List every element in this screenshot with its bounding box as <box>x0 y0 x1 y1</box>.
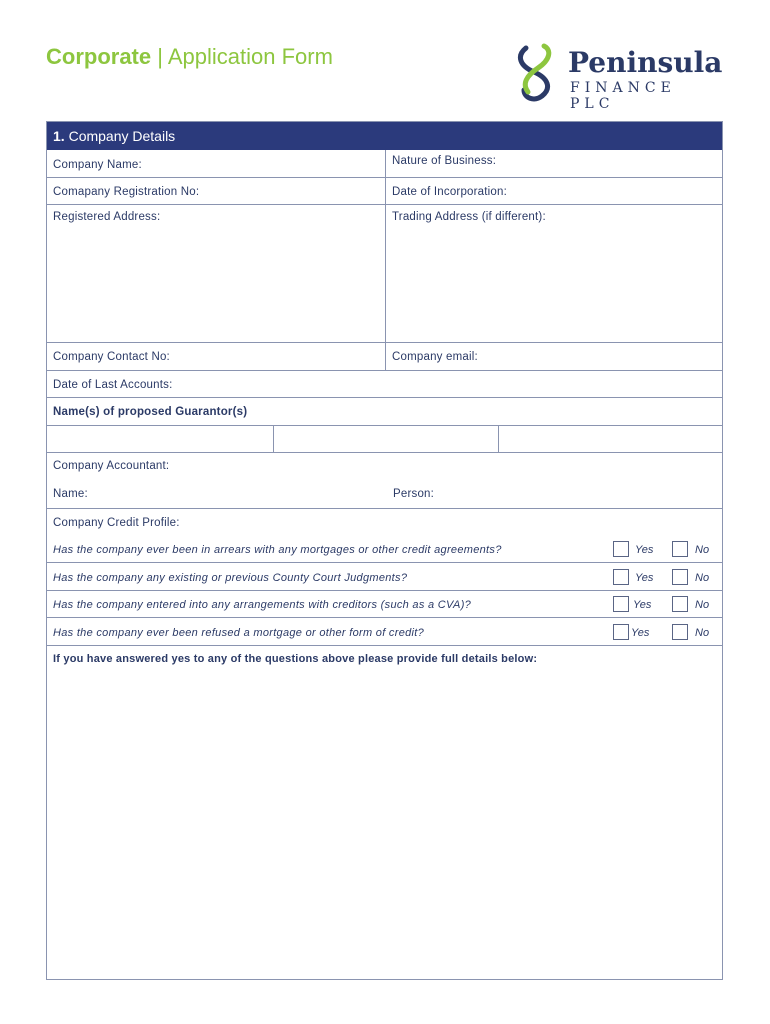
company-details-form <box>46 121 723 980</box>
registered-address-label: Registered Address: <box>53 211 161 223</box>
question-text: Has the company ever been in arrears with any mortgages or other credit agreements? <box>53 544 502 556</box>
no-label: No <box>695 572 710 584</box>
question-row-refused <box>47 618 722 646</box>
date-last-accounts-label: Date of Last Accounts: <box>53 379 173 391</box>
section-header <box>47 122 722 150</box>
credit-profile-label: Company Credit Profile: <box>53 517 180 529</box>
registration-no-field[interactable] <box>47 178 385 204</box>
question-text: Has the company any existing or previous County Court Judgments? <box>53 572 408 584</box>
contact-no-field[interactable] <box>47 343 385 370</box>
guarantor-2-field[interactable] <box>273 426 498 452</box>
yes-checkbox[interactable] <box>613 541 629 557</box>
title-separator: | <box>157 44 163 69</box>
no-checkbox[interactable] <box>672 541 688 557</box>
row-company-name <box>47 150 722 178</box>
date-of-incorporation-label: Date of Incorporation: <box>392 186 507 198</box>
no-checkbox[interactable] <box>672 624 688 640</box>
row-credit-profile <box>47 509 722 536</box>
section-title: Company Details <box>68 128 176 144</box>
details-prompt: If you have answered yes to any of the questions above please provide full details below: <box>53 653 538 665</box>
accountant-name-label: Name: <box>53 488 88 500</box>
no-label: No <box>695 599 710 611</box>
row-contact <box>47 343 722 371</box>
yes-label: Yes <box>635 572 654 584</box>
registered-address-field[interactable] <box>47 205 385 342</box>
question-text: Has the company entered into any arrangements with creditors (such as a CVA)? <box>53 599 472 611</box>
row-guarantor-inputs <box>47 426 722 453</box>
guarantor-1-field[interactable] <box>47 426 273 452</box>
question-row-arrears <box>47 536 722 563</box>
yes-checkbox[interactable] <box>613 569 629 585</box>
accountant-person-label: Person: <box>393 488 435 500</box>
accountant-name-field[interactable] <box>47 481 385 509</box>
company-name-label: Company Name: <box>53 159 142 171</box>
logo-name: Peninsula <box>568 46 723 79</box>
date-of-incorporation-field[interactable] <box>385 178 724 204</box>
accountant-label: Company Accountant: <box>53 460 170 472</box>
question-text: Has the company ever been refused a mortgage or other form of credit? <box>53 627 425 639</box>
accountant-person-field[interactable] <box>385 481 724 509</box>
guarantor-3-field[interactable] <box>498 426 724 452</box>
question-row-cva <box>47 591 722 618</box>
row-addresses <box>47 205 722 343</box>
yes-checkbox[interactable] <box>613 624 629 640</box>
peninsula-logo <box>516 42 728 112</box>
trading-address-label: Trading Address (if different): <box>392 211 546 223</box>
row-guarantors-label <box>47 398 722 426</box>
company-email-field[interactable] <box>385 343 724 370</box>
no-label: No <box>695 544 710 556</box>
yes-label: Yes <box>635 544 654 556</box>
no-checkbox[interactable] <box>672 569 688 585</box>
guarantors-label: Name(s) of proposed Guarantor(s) <box>53 406 248 418</box>
company-name-field[interactable] <box>47 150 385 177</box>
contact-no-label: Company Contact No: <box>53 351 170 363</box>
yes-checkbox[interactable] <box>613 596 629 612</box>
details-textarea[interactable] <box>47 646 722 979</box>
date-last-accounts-field[interactable] <box>47 371 722 398</box>
section-number: 1. <box>53 128 65 144</box>
nature-of-business-label: Nature of Business: <box>392 155 497 167</box>
title-application-form: Application Form <box>167 44 333 69</box>
yes-label: Yes <box>631 627 650 639</box>
nature-of-business-field[interactable] <box>385 150 724 177</box>
row-registration <box>47 178 722 205</box>
title-corporate: Corporate <box>46 44 152 69</box>
no-label: No <box>695 627 710 639</box>
question-row-ccj <box>47 563 722 591</box>
yes-label: Yes <box>633 599 652 611</box>
logo-subtitle: FINANCE PLC <box>570 80 676 112</box>
no-checkbox[interactable] <box>672 596 688 612</box>
row-accountant <box>47 453 722 509</box>
company-email-label: Company email: <box>392 351 478 363</box>
form-title <box>46 44 333 70</box>
figure-eight-logo-icon <box>516 42 560 102</box>
trading-address-field[interactable] <box>385 205 724 342</box>
registration-no-label: Comapany Registration No: <box>53 186 200 198</box>
